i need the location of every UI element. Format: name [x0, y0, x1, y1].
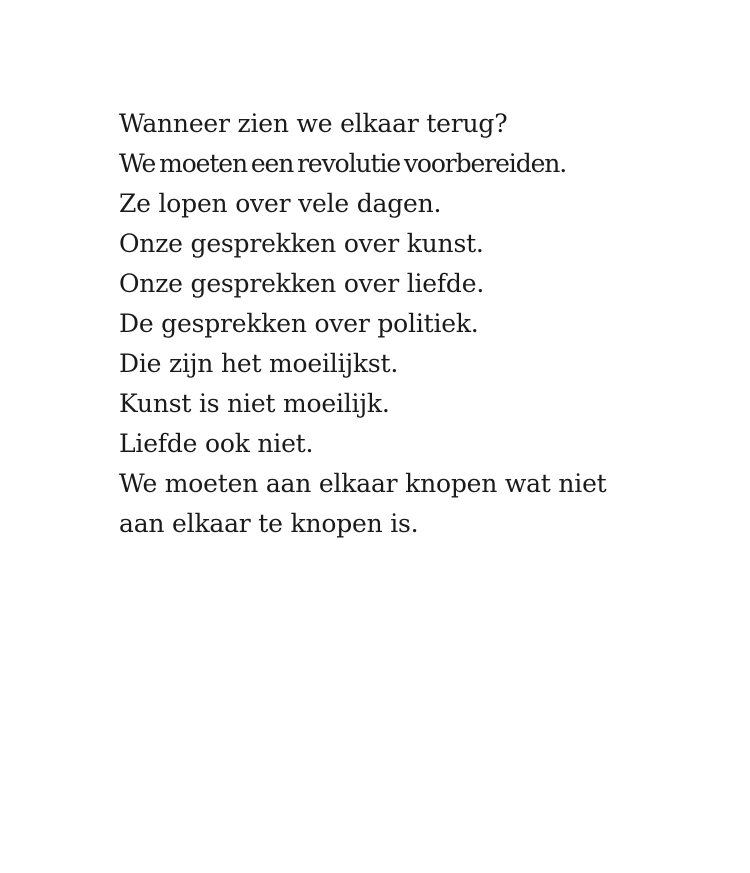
poem-line-8: Kunst is niet moeilijk. — [119, 389, 390, 418]
poem-line-2: We moeten een revolutie voorbereiden. — [119, 149, 567, 178]
poem-line-1: Wanneer zien we elkaar terug? — [119, 109, 508, 138]
poem-line-10: We moeten aan elkaar knopen wat niet — [119, 469, 607, 498]
poem-line-7: Die zijn het moeilijkst. — [119, 349, 399, 378]
poem-line-4: Onze gesprekken over kunst. — [119, 229, 484, 258]
poem-text-block — [119, 104, 679, 544]
poem-line-9: Liefde ook niet. — [119, 429, 314, 458]
poem-line-3: Ze lopen over vele dagen. — [119, 189, 442, 218]
poem-line-5: Onze gesprekken over liefde. — [119, 269, 485, 298]
poem-line-6: De gesprekken over politiek. — [119, 309, 479, 338]
poem-line-11: aan elkaar te knopen is. — [119, 509, 419, 538]
